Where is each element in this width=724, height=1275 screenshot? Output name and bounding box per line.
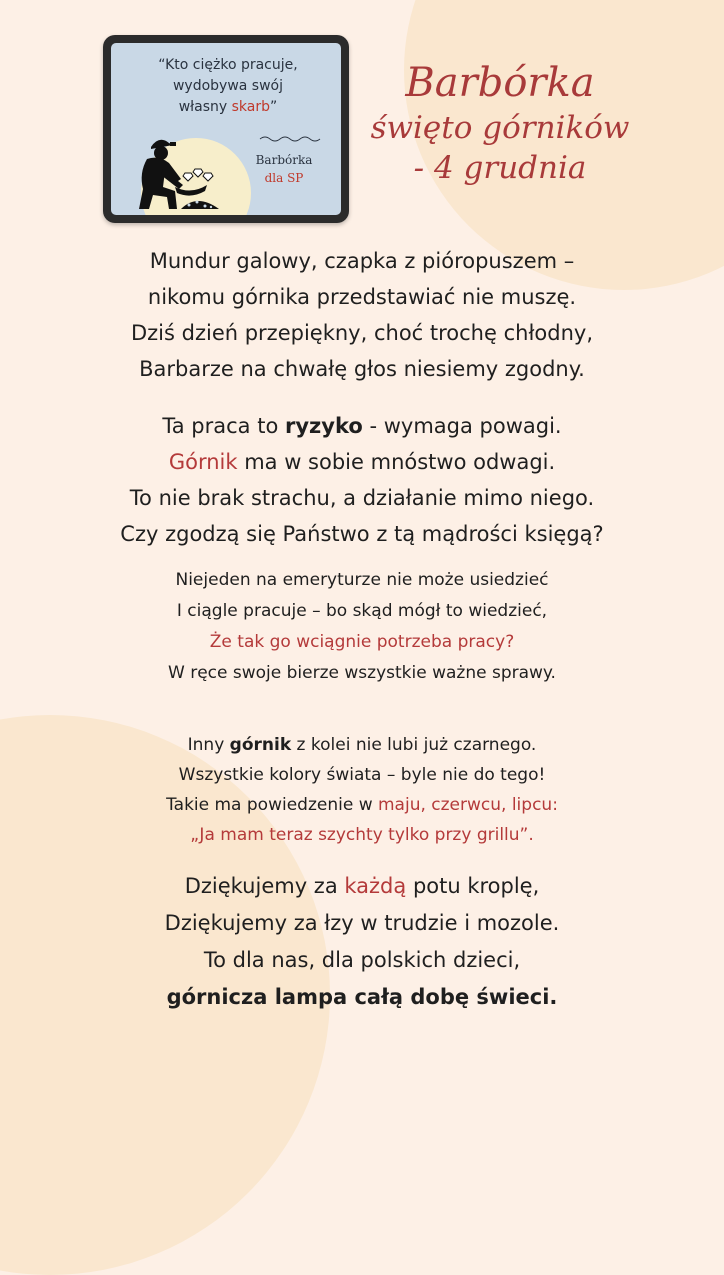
stanza-3-line-4: W ręce swoje bierze wszystkie ważne sprawy. bbox=[168, 663, 556, 683]
stanza-5-line-3: To dla nas, dla polskich dzieci, bbox=[203, 948, 521, 972]
diamond-icon bbox=[183, 169, 213, 181]
stanza-4-line-3a: Takie ma powiedzenie w bbox=[166, 795, 378, 815]
title-line-3: - 4 grudnia bbox=[413, 150, 587, 186]
stanza-2-line-2 bbox=[0, 444, 724, 480]
tablet-screen bbox=[111, 43, 341, 215]
stanza-1 bbox=[0, 243, 724, 387]
highlight-kazda: każdą bbox=[344, 874, 407, 898]
stanza-5-line-4 bbox=[0, 979, 724, 1016]
tablet-label bbox=[229, 151, 339, 187]
stanza-2-line-1 bbox=[0, 408, 724, 444]
stanza-4-line-2: Wszystkie kolory świata – byle nie do tego! bbox=[178, 765, 546, 785]
stanza-4 bbox=[0, 730, 724, 850]
quote-highlight-skarb: skarb bbox=[231, 99, 271, 115]
quote-line-3c: ” bbox=[270, 99, 278, 115]
stanza-3-line-3: Że tak go wciągnie potrzeba pracy? bbox=[209, 632, 515, 652]
tablet-label-line-1: Barbórka bbox=[255, 153, 313, 167]
stanza-3-line-2: I ciągle pracuje – bo skąd mógł to wiedzieć, bbox=[176, 601, 548, 621]
highlight-months: maju, czerwcu, lipcu: bbox=[378, 795, 558, 815]
squiggle-divider-icon bbox=[259, 135, 325, 143]
stanza-2 bbox=[0, 408, 724, 552]
stanza-4-line-3 bbox=[0, 790, 724, 820]
stanza-3 bbox=[0, 565, 724, 689]
stanza-5-line-1 bbox=[0, 868, 724, 905]
stanza-1-line-4: Barbarze na chwałę głos niesiemy zgodny. bbox=[139, 357, 585, 381]
stanza-4-line-1c: z kolei nie lubi już czarnego. bbox=[291, 735, 537, 755]
page-title bbox=[350, 58, 650, 188]
title-line-2: święto górników bbox=[370, 110, 630, 146]
stanza-2-line-3: To nie brak strachu, a działanie mimo niego. bbox=[129, 486, 595, 510]
stanza-5-line-1a: Dziękujemy za bbox=[184, 874, 345, 898]
stanza-5-line-2: Dziękujemy za łzy w trudzie i mozole. bbox=[164, 911, 560, 935]
bold-gornicza-lampa: górnicza lampa całą bbox=[166, 985, 404, 1009]
stanza-4-line-4: „Ja mam teraz szychty tylko przy grillu”. bbox=[190, 825, 534, 845]
miner-illustration-icon bbox=[119, 129, 229, 215]
stanza-2-line-4: Czy zgodzą się Państwo z tą mądrości księgą? bbox=[120, 522, 604, 546]
stanza-1-line-2: nikomu górnika przedstawiać nie muszę. bbox=[147, 285, 577, 309]
bold-ryzyko: ryzyko bbox=[284, 414, 363, 438]
stanza-3-line-1: Niejeden na emeryturze nie może usiedzieć bbox=[175, 570, 549, 590]
stanza-1-line-1: Mundur galowy, czapka z pióropuszem – bbox=[149, 249, 575, 273]
title-line-1: Barbórka bbox=[405, 60, 595, 106]
tablet-label-line-2: dla SP bbox=[264, 171, 304, 185]
stanza-5 bbox=[0, 868, 724, 1016]
stanza-5-line-1c: potu kroplę, bbox=[406, 874, 540, 898]
tablet-quote bbox=[125, 55, 331, 118]
stanza-2-line-1c: - wymaga powagi. bbox=[362, 414, 562, 438]
highlight-gornik: Górnik bbox=[168, 450, 238, 474]
quote-line-1: “Kto ciężko pracuje, bbox=[158, 57, 298, 73]
tablet-frame bbox=[103, 35, 349, 223]
bold-gornik: górnik bbox=[229, 735, 292, 755]
quote-line-3a: własny bbox=[178, 99, 232, 115]
stanza-4-line-1a: Inny bbox=[187, 735, 230, 755]
stanza-2-line-1a: Ta praca to bbox=[162, 414, 285, 438]
quote-line-2: wydobywa swój bbox=[172, 78, 284, 94]
stanza-4-line-1 bbox=[0, 730, 724, 760]
stanza-1-line-3: Dziś dzień przepiękny, choć trochę chłodny, bbox=[130, 321, 594, 345]
bold-dobe-swieci: dobę świeci. bbox=[403, 985, 558, 1009]
stanza-2-line-2b: ma w sobie mnóstwo odwagi. bbox=[237, 450, 556, 474]
